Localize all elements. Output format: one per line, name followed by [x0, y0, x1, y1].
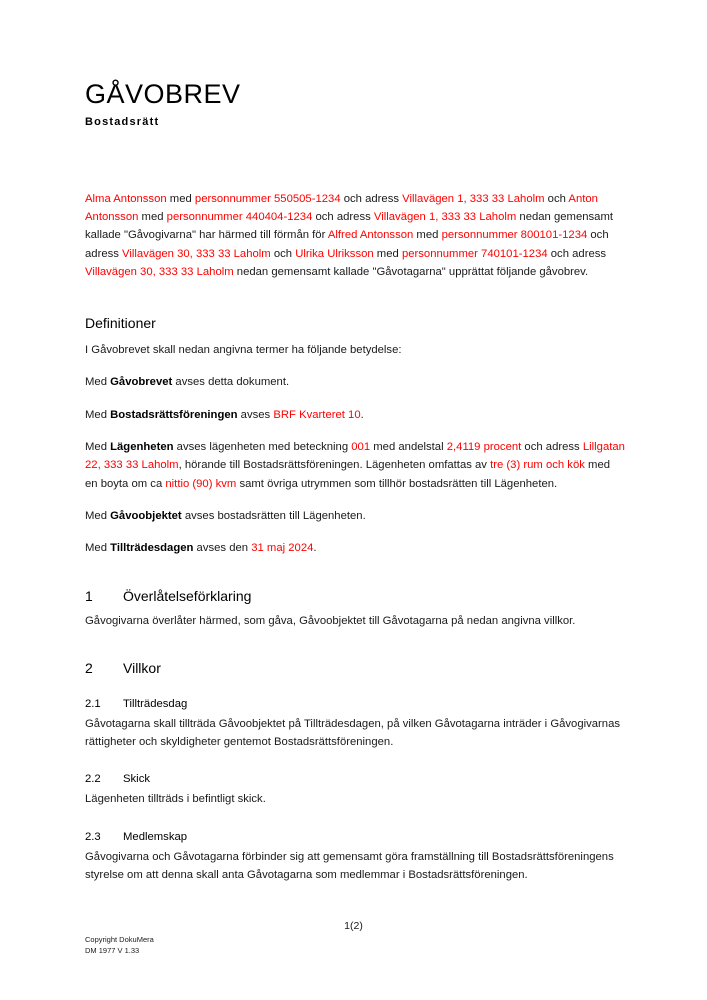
definitions-lead: I Gåvobrevet skall nedan angivna termer ha följande betydelse:	[85, 344, 402, 357]
definition-item: Med Lägenheten avses lägenheten med beteckning 001 med andelstal 2,4119 procent och adress Lillgatan 22, 333 33 Laholm, hörande till Bostadsrättsföreningen. Lägenheten omfattas av tre (3) rum och kök med en boyta om ca nittio (90) kvm samt övriga utrymmen som tillhör bostadsrätten till Lägenheten.	[85, 441, 625, 490]
footer-copyright	[85, 934, 154, 957]
subsection-body: Gåvogivarna och Gåvotagarna förbinder sig att gemensamt göra framställning till Bostadsrättsföreningens styrelse om att denna skall anta Gåvotagarna som medlemmar i Bostadsrättsföreningen.	[85, 850, 614, 882]
page-number: 1(2)	[344, 920, 363, 932]
page-subtitle: Bostadsrätt	[85, 115, 160, 128]
section-title: Villkor	[123, 659, 161, 676]
footer-doc-code: DM 1977 V 1.33	[85, 946, 140, 956]
subsection-number: 2.1	[85, 697, 101, 710]
definition-item: Med Bostadsrättsföreningen avses BRF Kvarteret 10.	[85, 408, 364, 421]
section-heading-2	[85, 660, 625, 676]
section-number: 2	[85, 659, 93, 676]
section-number: 1	[85, 587, 93, 604]
footer-copyright-line: Copyright DokuMera	[85, 935, 154, 944]
section-body: Gåvogivarna överlåter härmed, som gåva, Gåvoobjektet till Gåvotagarna på nedan angivna villkor.	[85, 614, 576, 627]
section-heading-1	[85, 588, 625, 604]
definition-item: Med Tillträdesdagen avses den 31 maj 2024.	[85, 542, 317, 555]
subsection-heading-2-1	[85, 698, 625, 710]
subsection-body: Lägenheten tillträds i befintligt skick.	[85, 793, 266, 806]
subsection-title: Medlemskap	[123, 830, 188, 843]
subsection-title: Skick	[123, 773, 150, 786]
section-title: Överlåtelseförklaring	[123, 587, 252, 604]
definitions-heading: Definitioner	[85, 315, 156, 332]
subsection-body: Gåvotagarna skall tillträda Gåvoobjektet på Tillträdesdagen, på vilken Gåvotagarna inträder i Gåvogivarnas rättigheter och skyldigheter gentemot Bostadsrättsföreningen.	[85, 717, 621, 749]
subsection-heading-2-3	[85, 831, 625, 843]
subsection-number: 2.3	[85, 830, 101, 843]
subsection-title: Tillträdesdag	[123, 697, 188, 710]
page-title: GÅVOBREV	[85, 79, 241, 109]
definition-item: Med Gåvoobjektet avses bostadsrätten till Lägenheten.	[85, 509, 366, 522]
definition-item: Med Gåvobrevet avses detta dokument.	[85, 376, 290, 389]
intro-paragraph: Alma Antonsson med personnummer 550505-1234 och adress Villavägen 1, 333 33 Laholm och Anton Antonsson med personnummer 440404-1234 och adress Villavägen 1, 333 33 Laholm nedan gemensamt kallade "Gåvogivarna" har härmed till förmån för Alfred Antonsson med personnummer 800101-1234 och adress Villavägen 30, 333 33 Laholm och Ulrika Ulriksson med personnummer 740101-1234 och adress Villavägen 30, 333 33 Laholm nedan gemensamt kallade "Gåvotagarna" upprättat följande gåvobrev.	[85, 192, 613, 278]
subsection-heading-2-2	[85, 773, 625, 785]
document-content	[85, 80, 625, 898]
subsection-number: 2.2	[85, 773, 101, 786]
